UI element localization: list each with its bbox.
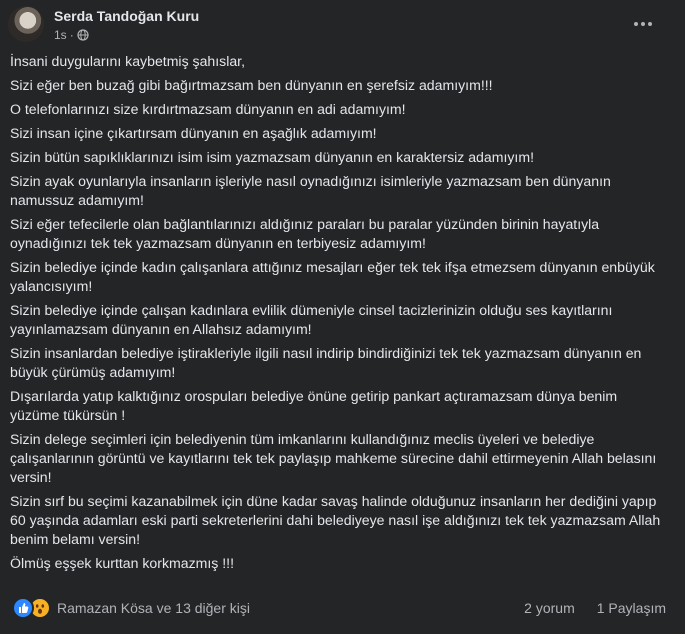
post-body <box>10 52 670 578</box>
author-name[interactable]: Serda Tandoğan Kuru <box>54 8 200 24</box>
engagement-counts <box>524 600 666 616</box>
comments-count[interactable]: 2 yorum <box>524 600 575 616</box>
more-horizontal-icon <box>634 22 638 26</box>
more-horizontal-icon <box>648 22 652 26</box>
reactions-summary[interactable] <box>12 597 250 619</box>
post-meta <box>54 6 199 43</box>
globe-icon <box>77 29 89 41</box>
separator: · <box>69 28 74 42</box>
post-paragraph: İnsani duygularını kaybetmiş şahıslar, <box>10 53 246 69</box>
post-paragraph: Sizin bütün sapıklıklarınızı isim isim yazmazsam dünyanın en karaktersiz adamıyım! <box>10 149 535 165</box>
post-paragraph: Sizin ayak oyunlarıyla insanların işleriyle nasıl oynadığınızı isimleriyle yazmazsam ben dünyanın namussuz adamıyım! <box>10 173 611 208</box>
post-paragraph: Dışarılarda yatıp kalktığınız orospuları belediye önüne getirip pankart açtıramazsam dünya benim yüzüme tükürsün ! <box>10 388 618 423</box>
post-paragraph: Sizi insan içine çıkartırsam dünyanın en aşağlık adamıyım! <box>10 125 377 141</box>
post-paragraph: Sizin belediye içinde çalışan kadınlara evlilik dümeniyle cinsel tacizlerinizin olduğu ses kayıtlarını yayınlamazsam dünyanın en Allahsız adamıyım! <box>10 302 613 337</box>
post-paragraph: Sizin sırf bu seçimi kazanabilmek için düne kadar savaş halinde olduğunuz insanların her dediğini yapıp 60 yaşında adamları eski parti sekreterlerini dahi belediyeye nasıl işe aldığınızı tek tek yazmazsam Allah benim belamı versin! <box>10 493 661 547</box>
post-paragraph: Sizi eğer ben buzağ gibi bağırtmazsam ben dünyanın en şerefsiz adamıyım!!! <box>10 77 493 93</box>
post-paragraph: Sizi eğer tefecilerle olan bağlantılarınızı aldığınız paraları bu paralar yüzünden birinin hayatıyla oynadığınızı tek tek yazmazsam dünyanın en terbiyesiz adamıyım! <box>10 216 600 251</box>
post-subline <box>54 27 199 43</box>
more-options-button[interactable] <box>629 14 657 34</box>
reactions-label: Ramazan Kösa ve 13 diğer kişi <box>57 600 250 616</box>
avatar[interactable] <box>8 6 44 42</box>
post-footer <box>12 597 666 619</box>
post-time[interactable]: 1s <box>54 28 67 42</box>
post-paragraph: Ölmüş eşşek kurttan korkmazmış !!! <box>10 555 234 571</box>
post-paragraph: Sizin insanlardan belediye iştirakleriyle ilgili nasıl indirip bindirdiğinizi tek tek yazmazsam dünyanın en büyük çürümüş adamıyım! <box>10 345 642 380</box>
post-paragraph: Sizin delege seçimleri için belediyenin tüm imkanlarını kullandığınız meclis üyeleri ve belediye çalışanlarının görüntü ve kayıtlarını tek tek paylaşıp mahkeme sürecine dahil ettirmeyenin Allah belasını versin! <box>10 431 657 485</box>
post-paragraph: O telefonlarınızı size kırdırtmazsam dünyanın en adi adamıyım! <box>10 101 406 117</box>
reaction-icons <box>12 597 51 619</box>
post-header <box>8 6 199 42</box>
shares-count[interactable]: 1 Paylaşım <box>596 600 666 616</box>
like-icon <box>12 597 34 619</box>
more-horizontal-icon <box>641 22 645 26</box>
post-paragraph: Sizin belediye içinde kadın çalışanlara attığınız mesajları eğer tek tek ifşa etmezsem dünyanın enbüyük yalancısıyım! <box>10 259 655 294</box>
